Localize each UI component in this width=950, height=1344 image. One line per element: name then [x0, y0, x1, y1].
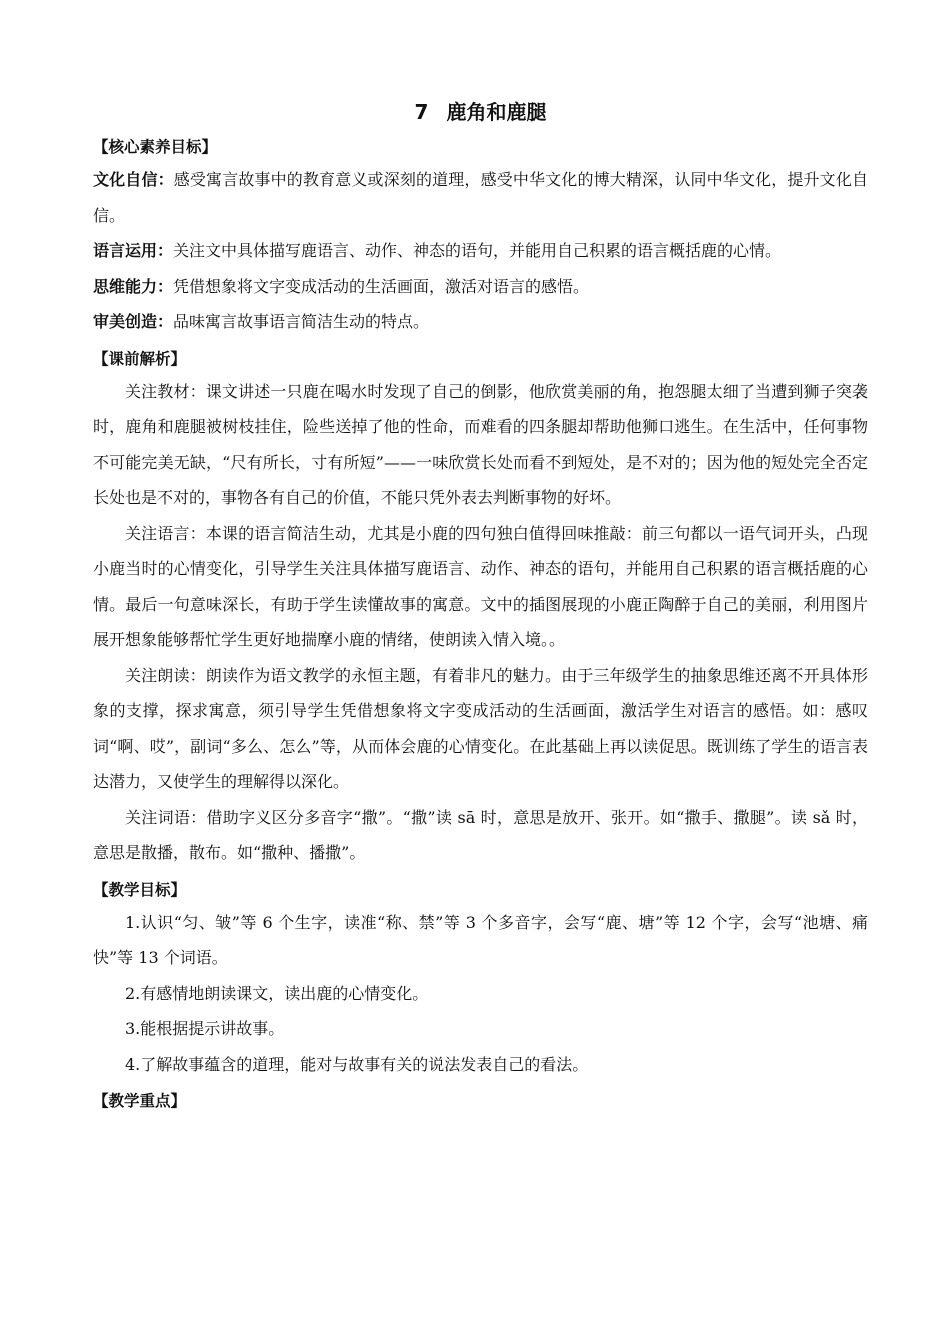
- teaching-goal-item: 3.能根据提示讲故事。: [125, 1019, 285, 1038]
- teaching-goal-item: 4.了解故事蕴含的道理，能对与故事有关的说法发表自己的看法。: [125, 1054, 589, 1074]
- analysis-paragraph: 关注词语：借助字义区分多音字“撒”。“撒”读 sā 时，意思是放开、张开。如“撒手、撒腿”。读 sǎ 时，意思是散播，散布。如“撒种、播撒”。: [93, 807, 868, 862]
- analysis-paragraph: 关注语言：本课的语言简洁生动，尤其是小鹿的四句独白值得回味推敲：前三句都以一语气词开头，凸现小鹿当时的心情变化，引导学生关注具体描写鹿语言、动作、神态的语句，并能用自己积累的语言概括鹿的心情。最后一句意味深长，有助于学生读懂故事的寓意。文中的插图展现的小鹿正陶醉于自己的美丽，利用图片展开想象能够帮忙学生更好地揣摩小鹿的情绪，使朗读入情入境。。: [93, 523, 868, 649]
- goal-label: 审美创造：: [93, 312, 174, 331]
- section-heading-core-goals: 【核心素养目标】: [93, 138, 218, 156]
- analysis-paragraph: 关注教材：课文讲述一只鹿在喝水时发现了自己的倒影，他欣赏美丽的角，抱怨腿太细了当遭到狮子突袭时，鹿角和鹿腿被树枝挂住，险些送掉了他的性命，而难看的四条腿却帮助他狮口逃生。在生活中，任何事物不可能完美无缺，“尺有所长，寸有所短”——一味欣赏长处而看不到短处，是不对的；因为他的短处完全否定长处也是不对的，事物各有自己的价值，不能只凭外表去判断事物的好坏。: [93, 381, 868, 507]
- section-heading-analysis: 【课前解析】: [93, 349, 187, 368]
- goal-thinking: [93, 269, 868, 305]
- goal-text: 关注文中具体描写鹿语言、动作、神态的语句，并能用自己积累的语言概括鹿的心情。: [173, 241, 782, 260]
- goal-culture: [93, 162, 868, 233]
- lesson-title: 鹿角和鹿腿: [446, 100, 547, 124]
- analysis-paragraph: 关注朗读：朗读作为语文教学的永恒主题，有着非凡的魅力。由于三年级学生的抽象思维还离不开具体形象的支撑，探求寓意，须引导学生凭借想象将文字变成活动的生活画面，激活学生对语言的感悟。如：感叹词“啊、哎”，副词“多么、怎么”等，从而体会鹿的心情变化。在此基础上再以读促思。既训练了学生的语言表达潜力，又使学生的理解得以深化。: [93, 665, 868, 791]
- goal-label: 思维能力：: [93, 276, 174, 296]
- goal-text: 感受寓言故事中的教育意义或深刻的道理，感受中华文化的博大精深，认同中华文化，提升文化自信。: [93, 170, 868, 225]
- goal-text: 品味寓言故事语言简洁生动的特点。: [173, 312, 430, 331]
- teaching-goal-item: 2.有感情地朗读课文，读出鹿的心情变化。: [125, 983, 429, 1003]
- goal-label: 语言运用：: [93, 241, 174, 260]
- page-title: [93, 98, 868, 126]
- teaching-goal-item: 1.认识“匀、皱”等 6 个生字，读准“称、禁”等 3 个多音字，会写“鹿、塘”等 12 个字，会写“池塘、痛快”等 13 个词语。: [93, 912, 868, 967]
- goal-label: 文化自信：: [93, 170, 174, 189]
- document-page: [93, 98, 868, 1116]
- goal-aesthetic: [93, 304, 868, 340]
- goal-text: 凭借想象将文字变成活动的生活画面，激活对语言的感悟。: [173, 276, 590, 296]
- lesson-number: 7: [414, 100, 429, 124]
- goal-language: [93, 233, 868, 269]
- section-heading-teaching-goals: 【教学目标】: [93, 880, 187, 899]
- section-heading-key-points: 【教学重点】: [93, 1092, 187, 1110]
